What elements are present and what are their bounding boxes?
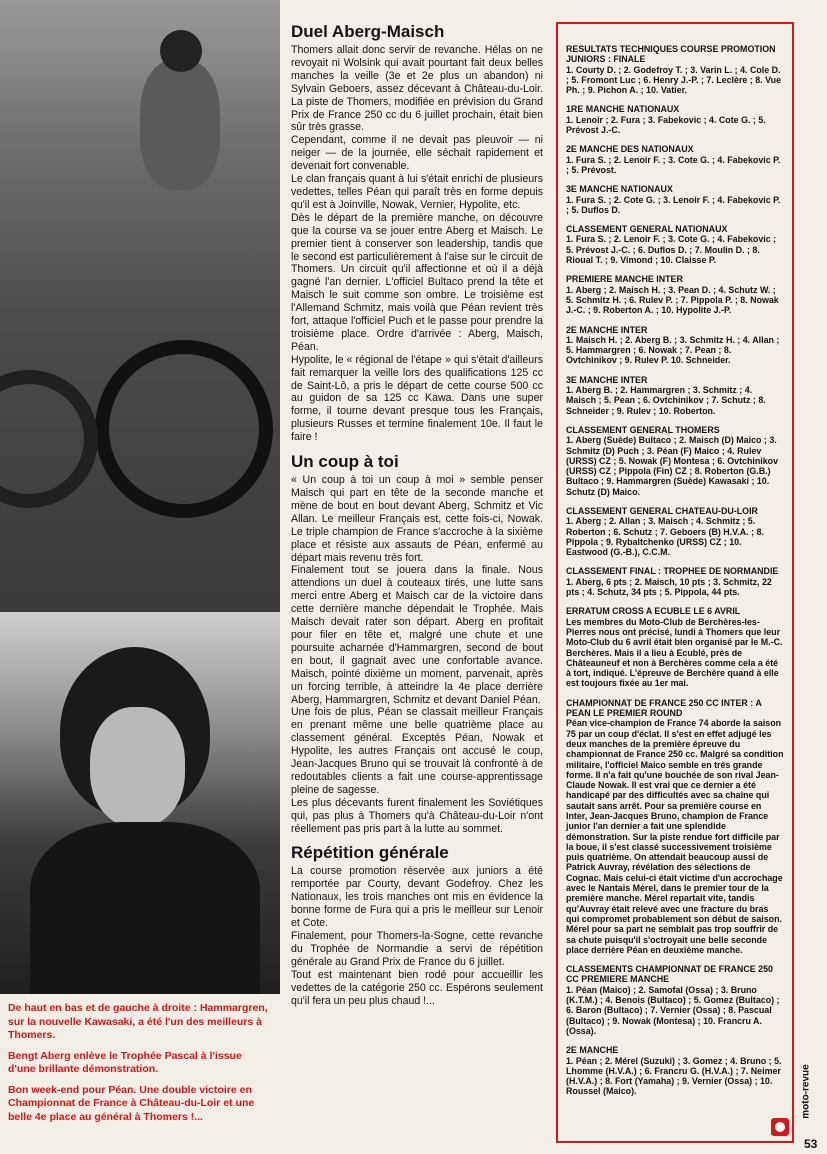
results-heading: 3E MANCHE NATIONAUX bbox=[566, 184, 673, 195]
photo-motocross bbox=[0, 0, 280, 612]
results-text: Les membres du Moto-Club de Berchères-les-Pierres nous ont précisé, lundi à Thomers que leur Moto-Club du 6 avril était bien organisé par le M.-C. Berchères. Mais il a lieu à Ecublé, près de Châteauneuf et non à Berchères comme cela a été à tort, indiqué. L'épreuve de Berchère quand à elle est toujours fixée au 1er mai. bbox=[566, 616, 783, 689]
rider-shape bbox=[140, 60, 220, 190]
results-section bbox=[566, 274, 784, 315]
results-section bbox=[566, 224, 784, 265]
caption-2: Bengt Aberg enlève le Trophée Pascal à l'issue d'une brillante démonstration. bbox=[8, 1049, 242, 1075]
results-section bbox=[566, 698, 784, 955]
article-paragraph: Thomers allait donc servir de revanche. Hélas on ne revoyait ni Wolsink qui avait pourtant fait deux belles manches la veille (3e et 2e plus un abandon) ni Sylvain Geboers, assez décevant à Château-du-Loir. La piste de Thomers, modifiée en prévision du Grand Prix de France 250 cc du 6 juillet prochain, était bien sûr très grasse. bbox=[291, 44, 543, 134]
results-text: 1. Courty D. ; 2. Godefroy T. ; 3. Varin L. ; 4. Cole D. ; 5. Fromont Luc ; 6. Henry J.-P. ; 7. Leclère ; 8. Vue Ph. ; 9. Pichon A. ; 10. Vatier. bbox=[566, 64, 782, 96]
results-heading: CLASSEMENT GENERAL THOMERS bbox=[566, 424, 720, 435]
results-text: Péan vice-champion de France 74 aborde la saison 75 par un coup d'éclat. Il s'est en effet adjugé les deux manches de la première épreuve du championnat de France 250 cc. Malgré sa condition militaire, l'officiel Maico semble en très grande forme. Il n'a fait qu'une bouchée de son rival Jean-Claude Nowak. Il est vrai que ce dernier a été handicapé par des difficultés avec sa chaîne qui sautait sans arrêt. Pour sa première course en Inter, Jean-Jacques Bruno, champion de France junior l'an dernier a fait une splendide démonstration. Sur la piste rendue fort difficile par la boue, il s'est classé successivement troisième puis quatrième. On attendait beaucoup aussi de Patrick Auvray, révélation des sélections de Cognac. Mais celui-ci était victime d'un accrochage avec le Nantais Mérel, dans le premier tour de la première manche. Mérel repartait vite, tandis qu'Auvray était relevé avec une fracture du bras qui compromet probablement son début de saison. Mérel pour sa part ne semblait pas trop souffrir de sa chute puisqu'il s'octroyait une belle seconde place derrière Péan en deuxième manche. bbox=[566, 718, 784, 955]
results-section bbox=[566, 964, 784, 1036]
results-section bbox=[566, 184, 784, 215]
results-text: 1. Fura S. ; 2. Cote G. ; 3. Lenoir F. ; 4. Fabekovic P. ; 5. Duflos D. bbox=[566, 194, 781, 215]
results-heading: 3E MANCHE INTER bbox=[566, 374, 648, 385]
helmet-shape bbox=[160, 30, 202, 72]
results-heading: ERRATUM CROSS A ECUBLE LE 6 AVRIL bbox=[566, 606, 741, 617]
results-heading: CLASSEMENT FINAL : TROPHEE DE NORMANDIE bbox=[566, 566, 779, 577]
photo-portrait bbox=[0, 612, 280, 994]
article-column bbox=[291, 22, 543, 1007]
results-section bbox=[566, 44, 784, 95]
results-text: 1. Aberg (Suède) Bultaco ; 2. Maisch (D) Maico ; 3. Schmitz (D) Puch ; 3. Péan (F) Maico ; 4. Rulev (URSS) CZ ; 5. Nowak (F) Montesa ; 6. Ovtchinikov (URSS) CZ ; Pippola (Fin) CZ ; 8. Roberton (G.B.) Bultaco ; 9. Hammargren (Suède) Kawasaki ; 10. Schutz (D) Maico. bbox=[566, 435, 779, 497]
results-heading: CLASSEMENTS CHAMPIONNAT DE FRANCE 250 CC PREMIERE MANCHE bbox=[566, 964, 773, 985]
results-section bbox=[566, 425, 784, 497]
results-section bbox=[566, 606, 784, 688]
brand-name: moto-revue bbox=[800, 1064, 812, 1119]
results-heading: CHAMPIONNAT DE FRANCE 250 CC INTER : A PEAN LE PREMIER ROUND bbox=[566, 697, 762, 719]
results-section bbox=[566, 325, 784, 366]
caption-3: Bon week-end pour Péan. Une double victoire en Championnat de France à Château-du-Loir et une belle 4e place au général à Thomers !... bbox=[8, 1083, 255, 1123]
article-paragraph: Une fois de plus, Péan se classait meilleur Français en prenant même une belle quatrième place au classement général. Exceptés Péan, Nowak et Hypolite, les autres Français ont accusé le coup, Jean-Jacques Bruno qui se trouvait là confronté à de redoutables clients a fait une course-apprentissage pleine de sagesse. bbox=[291, 706, 543, 796]
results-heading: CLASSEMENT GENERAL CHATEAU-DU-LOIR bbox=[566, 505, 758, 516]
results-text: 1. Fura S. ; 2. Lenoir F. ; 3. Cote G. ; 4. Fabekovic P. ; 5. Prévost. bbox=[566, 154, 781, 175]
article-paragraph: Finalement, pour Thomers-la-Sogne, cette revanche du Trophée de Normandie a servi de répétition générale au Grand Prix de France du 6 juillet. bbox=[291, 930, 543, 968]
results-text: 1. Maisch H. ; 2. Aberg B. ; 3. Schmitz H. ; 4. Allan ; 5. Hammargren ; 6. Nowak ; 7. Pean ; 8. Ovtchinikov ; 9. Rulev P. 10. Schneider. bbox=[566, 334, 780, 366]
photo-captions bbox=[0, 996, 280, 1137]
shirt-shape bbox=[30, 822, 260, 994]
article-paragraph: Hypolite, le « régional de l'étape » qui s'était d'ailleurs fait remarquer la veille lors des qualifications 125 cc de Saint-Lô, a pris le départ de cette course 500 cc au guidon de sa 125 cc Kawa. Dans une super forme, il tourne devant presque tous les Français, plusieurs Russes et termine finalement 10e. Il faut le faire ! bbox=[291, 353, 543, 444]
section-title-repetition: Répétition générale bbox=[291, 843, 449, 863]
caption-1: De haut en bas et de gauche à droite : Hammargren, sur la nouvelle Kawasaki, a été l'un des meilleurs à Thomers. bbox=[8, 1002, 268, 1041]
results-text: 1. Aberg ; 2. Maisch H. ; 3. Pean D. ; 4. Schutz W. ; 5. Schmitz H. ; 6. Rulev P. ; 7. Pippola P. ; 8. Nowak J.-C. ; 9. Roberton A. ; 10. Hypolite J.-P. bbox=[566, 284, 779, 316]
article-paragraph: « Un coup à toi un coup à moi » semble penser Maisch qui part en tête de la seconde manche et mène de bout en bout devant Aberg, Schmitz et Vic Allan. Le meilleur Français est, cette fois-ci, Nowak. Le triple champion de France s'accroche à la sixième place et résiste aux assauts de Péan, enfermé au départ mais revenu très fort. bbox=[291, 474, 543, 564]
results-heading: RESULTATS TECHNIQUES COURSE PROMOTION JUNIORS : FINALE bbox=[566, 44, 776, 65]
results-text: 1. Aberg, 6 pts ; 2. Maisch, 10 pts ; 3. Schmitz, 22 pts ; 4. Schutz, 34 pts ; 5. Pippola, 44 pts. bbox=[566, 576, 772, 598]
results-heading: 1RE MANCHE NATIONAUX bbox=[566, 104, 680, 115]
section-title-coup: Un coup à toi bbox=[291, 452, 399, 472]
results-text: 1. Péan ; 2. Mérel (Suzuki) ; 3. Gomez ; 4. Bruno ; 5. Lhomme (H.V.A.) ; 6. Francru G. (H.V.A.) ; 7. Neimer (H.V.A.) ; 8. Fort (Yamaha) ; 9. Vernier (Ossa) ; 10. Roussel (Maico). bbox=[566, 1055, 782, 1097]
article-paragraph: Tout est maintenant bien rodé pour accueillir les vedettes de la catégorie 250 cc. Espérons seulement qu'il fera un peu plus chaud !... bbox=[291, 968, 543, 1007]
results-section bbox=[566, 144, 784, 175]
results-text: 1. Fura S. ; 2. Lenoir F. ; 3. Cote G. ; 4. Fabekovic ; 5. Prévost J.-C. ; 6. Duflos D. ; 7. Moulin D. ; 8. Rioual T. ; 9. Vimond ; 10. Claisse P. bbox=[566, 234, 777, 266]
face-shape bbox=[90, 707, 185, 827]
article-paragraph: Les plus décevants furent finalement les Soviétiques qui, pas plus à Thomers qu'à Château-du-Loir n'ont réellement pas pris part à la lutte au sommet. bbox=[291, 796, 543, 835]
article-paragraph: Le clan français quant à lui s'était enrichi de plusieurs vedettes, telles Péan qui paraît très en forme depuis qu'il est à Joinville, Nowak, Vernier, Hypolite, etc. bbox=[291, 173, 543, 211]
results-section bbox=[566, 375, 784, 416]
brand-vertical bbox=[800, 1060, 827, 1130]
results-heading: CLASSEMENT GENERAL NATIONAUX bbox=[566, 224, 728, 235]
results-box bbox=[556, 22, 794, 1143]
results-section bbox=[566, 566, 784, 597]
results-text: 1. Aberg B. ; 2. Hammargren ; 3. Schmitz ; 4. Maisch ; 5. Pean ; 6. Ovtchinikov ; 7. Schutz ; 8. Schneider ; 9. Rulev ; 10. Roberton. bbox=[566, 385, 766, 416]
wheel-shape bbox=[0, 370, 98, 508]
results-text: 1. Lenoir ; 2. Fura ; 3. Fabekovic ; 4. Cote G. ; 5. Prévost J.-C. bbox=[566, 114, 766, 136]
article-paragraph: Cependant, comme il ne devait pas pleuvoir — ni neiger — de la journée, elle séchait rapidement et devenait fort convenable. bbox=[291, 134, 543, 173]
results-heading: 2E MANCHE bbox=[566, 1045, 619, 1056]
section-title-duel: Duel Aberg-Maisch bbox=[291, 22, 445, 41]
results-heading: PREMIERE MANCHE INTER bbox=[566, 274, 683, 285]
results-section bbox=[566, 1045, 784, 1096]
brand-logo-icon bbox=[771, 1118, 789, 1136]
results-section bbox=[566, 506, 784, 557]
results-text: 1. Péan (Maico) ; 2. Samofal (Ossa) ; 3. Bruno (K.T.M.) ; 4. Benois (Bultaco) ; 5. Gomez (Bultaco) ; 6. Baron (Bultaco) ; 7. Vernier (Ossa) ; 8. Pascual (Bultaco) ; 9. Nowak (Montesa) ; 10. Francru A. (Ossa). bbox=[566, 984, 780, 1036]
results-text: 1. Aberg ; 2. Allan ; 3. Maisch ; 4. Schmitz ; 5. Roberton ; 6. Schutz ; 7. Geboers (B) H.V.A. ; 8. Pippola ; 9. Rybaltchenko (URSS) CZ ; 10. Eastwood (G.-B.), C.C.M. bbox=[566, 516, 764, 558]
results-section bbox=[566, 104, 784, 135]
article-paragraph: Finalement tout se jouera dans la finale. Nous attendions un duel à couteaux tirés, une lutte sans merci entre Aberg et Maisch car de la victoire dans cette dernière manche dépendait le Trophée. Mais Maisch devait rater son départ. Aberg en profitait pour filer en tête et, malgré une chute et une poursuite acharnée d'Hammargren, second de bout en bout, il gagnait avec une confortable avance. Maisch, pointé dixième un moment, parvenait, après un forcing terrible, à atteindre la 4e place derrière Aberg, Hammargren, Schmitz et devant Daniel Péan. bbox=[291, 564, 543, 706]
results-heading: 2E MANCHE INTER bbox=[566, 324, 648, 335]
wheel-shape bbox=[95, 340, 273, 518]
article-paragraph: Dès le départ de la première manche, on découvre que la course va se jouer entre Aberg et Maisch. Le premier tient à conserver son leadership, tandis que le second est particulièrement à l'aise sur le circuit de Thomers. Un circuit qu'il affectionne et où il a déjà gagné l'an dernier. L'officiel Bultaco prend la tête et Maisch le suit comme son ombre. Le troisième est l'Allemand Schmitz, mais voilà que Péan revient très fort, attaque l'officiel Puch et le passe pour prendre la troisième place. Ordre d'arrivée : Aberg, Maisch, Péan. bbox=[291, 211, 543, 353]
article-paragraph: La course promotion réservée aux juniors a été remportée par Courty, devant Godefroy. Chez les Nationaux, les trois manches ont mis en évidence la bonne forme de Fura qui a pris le meilleur sur Lenoir et Cote. bbox=[291, 865, 543, 930]
page-number: 53 bbox=[804, 1137, 818, 1151]
results-heading: 2E MANCHE DES NATIONAUX bbox=[566, 144, 694, 155]
